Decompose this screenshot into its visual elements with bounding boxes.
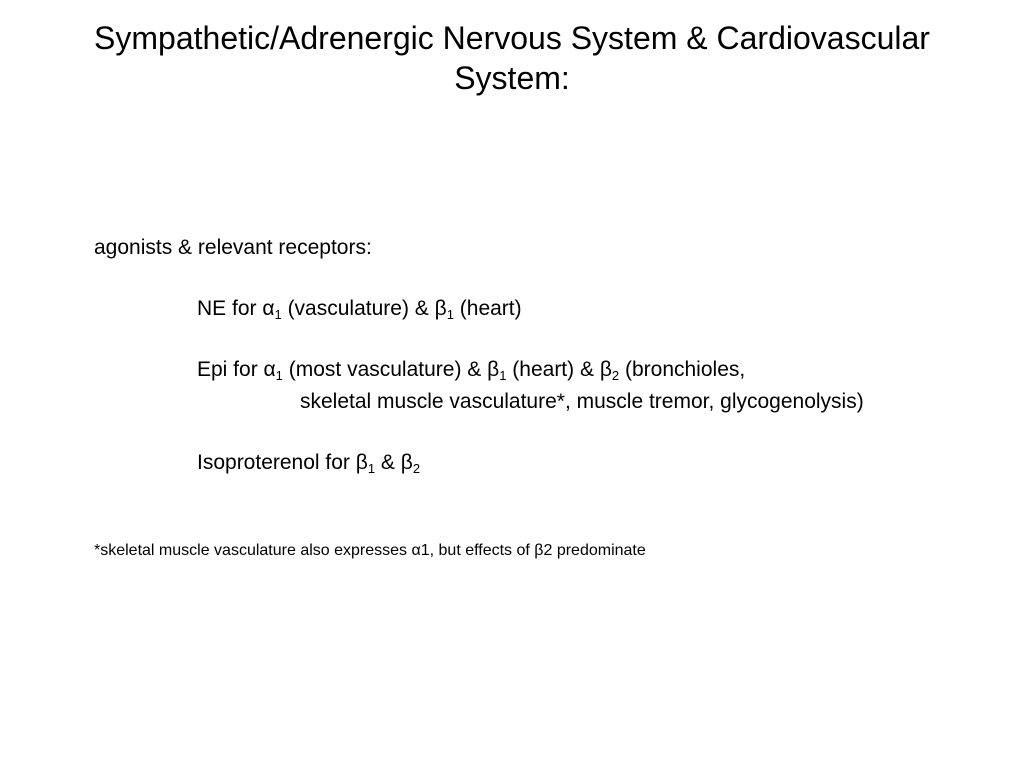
epi-sub-1: 1 [275, 368, 283, 383]
epi-text-4: (bronchioles, [619, 358, 746, 381]
iso-text-2: & β [375, 451, 413, 474]
epi-receptor-line [197, 357, 745, 383]
epi-sub-3: 2 [611, 368, 620, 383]
epi-text-2: (most vasculature) & β [282, 358, 500, 381]
footnote: *skeletal muscle vasculature also expresses α1, but effects of β2 predominate [94, 542, 646, 559]
iso-sub-2: 2 [412, 461, 421, 476]
ne-text-3: (heart) [453, 297, 522, 320]
ne-text-1: NE for α [197, 297, 275, 320]
iso-sub-1: 1 [367, 461, 376, 476]
ne-sub-1: 1 [274, 307, 282, 322]
isoproterenol-line [197, 450, 420, 476]
epi-text-1: Epi for α [197, 358, 276, 381]
ne-sub-2: 1 [446, 307, 454, 322]
slide-title [40, 18, 984, 98]
ne-receptor-line [197, 296, 522, 322]
slide-title-line-2: System: [454, 60, 570, 96]
epi-text-3: (heart) & β [506, 358, 612, 381]
slide-title-line-1: Sympathetic/Adrenergic Nervous System & Cardiovascular [94, 20, 930, 56]
ne-text-2: (vasculature) & β [281, 297, 447, 320]
epi-receptor-continuation: skeletal muscle vasculature*, muscle tremor, glycogenolysis) [300, 390, 864, 413]
agonists-heading: agonists & relevant receptors: [94, 236, 372, 259]
epi-sub-2: 1 [499, 368, 507, 383]
iso-text-1: Isoproterenol for β [197, 451, 368, 474]
